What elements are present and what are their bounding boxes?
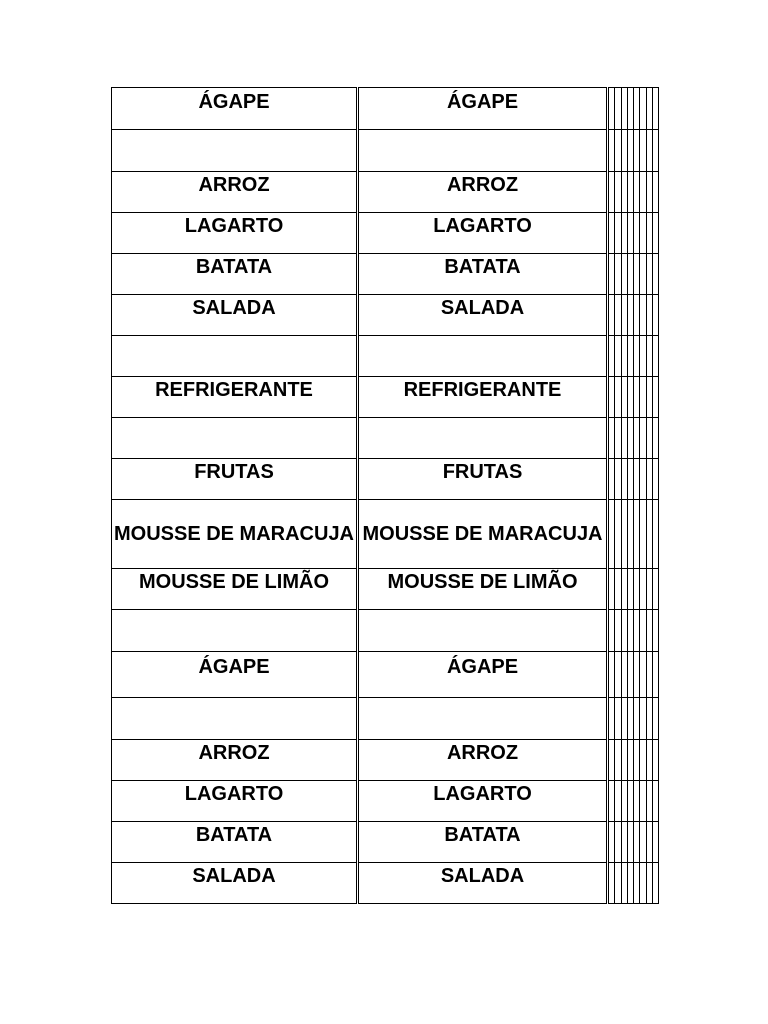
menu-table [111, 87, 659, 904]
ruled-margin-cell [608, 780, 659, 821]
menu-item-text: LAGARTO [433, 782, 532, 805]
ruled-margin-cell [608, 609, 659, 651]
ruled-lines [609, 130, 658, 171]
ruled-lines [609, 610, 658, 651]
menu-cell-left [112, 336, 358, 377]
menu-item-text: MOUSSE DE MARACUJA [362, 523, 603, 545]
menu-item-text: SALADA [440, 297, 525, 320]
menu-item-text: REFRIGERANTE [155, 379, 313, 402]
menu-cell-left [112, 130, 358, 172]
menu-item-text: LAGARTO [184, 215, 284, 238]
menu-item-text: ARROZ [446, 741, 519, 764]
ruled-lines [609, 213, 658, 253]
menu-row [112, 295, 659, 336]
menu-row [112, 780, 659, 821]
menu-cell-right [358, 295, 608, 336]
menu-item-text: LAGARTO [433, 215, 532, 238]
menu-item-text: MOUSSE DE LIMÃO [138, 570, 329, 593]
menu-cell-right [358, 500, 608, 568]
ruled-margin-cell [608, 862, 659, 903]
menu-item-text: MOUSSE DE MARACUJA [113, 523, 355, 545]
menu-item-text: ARROZ [198, 174, 270, 197]
menu-item-text: ÁGAPE [446, 90, 519, 113]
menu-cell-right [358, 377, 608, 418]
ruled-lines [609, 740, 658, 780]
menu-item-text: LAGARTO [184, 782, 284, 805]
menu-cell-left [112, 780, 358, 821]
menu-cell-right [358, 254, 608, 295]
menu-cell-right [358, 88, 608, 130]
menu-cell-left [112, 172, 358, 213]
menu-cell-right [358, 821, 608, 862]
menu-item-text: FRUTAS [442, 461, 523, 484]
menu-cell-left [112, 651, 358, 697]
menu-item-text: ARROZ [198, 741, 270, 764]
menu-row [112, 418, 659, 459]
ruled-margin-cell [608, 295, 659, 336]
ruled-margin-cell [608, 418, 659, 459]
menu-row [112, 213, 659, 254]
ruled-margin-cell [608, 821, 659, 862]
ruled-margin-cell [608, 697, 659, 739]
ruled-lines [609, 336, 658, 376]
menu-cell-right [358, 213, 608, 254]
menu-body [112, 88, 659, 904]
ruled-lines [609, 377, 658, 417]
ruled-lines [609, 500, 658, 567]
menu-cell-left [112, 862, 358, 903]
menu-row [112, 651, 659, 697]
menu-item-text: REFRIGERANTE [403, 379, 562, 402]
menu-row [112, 500, 659, 568]
ruled-margin-cell [608, 459, 659, 500]
menu-cell-left [112, 295, 358, 336]
ruled-lines [609, 781, 658, 821]
menu-cell-right [358, 418, 608, 459]
ruled-lines [609, 698, 658, 739]
menu-cell-left [112, 254, 358, 295]
menu-cell-right [358, 862, 608, 903]
menu-item-text: BATATA [195, 823, 273, 846]
menu-row [112, 336, 659, 377]
ruled-lines [609, 88, 658, 129]
menu-cell-left [112, 377, 358, 418]
menu-row [112, 254, 659, 295]
ruled-lines [609, 418, 658, 458]
menu-item-text: ÁGAPE [198, 90, 270, 113]
menu-row [112, 739, 659, 780]
menu-row [112, 377, 659, 418]
menu-cell-right [358, 780, 608, 821]
menu-item-text: BATATA [444, 823, 521, 846]
menu-cell-right [358, 336, 608, 377]
ruled-lines [609, 569, 658, 609]
menu-row [112, 88, 659, 130]
menu-cell-left [112, 500, 358, 568]
menu-item-text: SALADA [440, 864, 525, 887]
menu-row [112, 697, 659, 739]
menu-item-text: SALADA [192, 864, 276, 887]
menu-row [112, 609, 659, 651]
menu-row [112, 459, 659, 500]
ruled-margin-cell [608, 88, 659, 130]
menu-cell-right [358, 651, 608, 697]
menu-cell-left [112, 821, 358, 862]
menu-cell-right [358, 697, 608, 739]
ruled-lines [609, 863, 658, 903]
ruled-lines [609, 822, 658, 862]
ruled-margin-cell [608, 568, 659, 609]
ruled-margin-cell [608, 172, 659, 213]
menu-cell-right [358, 459, 608, 500]
menu-cell-left [112, 609, 358, 651]
ruled-margin-cell [608, 651, 659, 697]
ruled-margin-cell [608, 377, 659, 418]
menu-cell-left [112, 88, 358, 130]
ruled-margin-cell [608, 336, 659, 377]
menu-row [112, 821, 659, 862]
menu-cell-left [112, 568, 358, 609]
menu-row [112, 130, 659, 172]
menu-cell-right [358, 609, 608, 651]
ruled-margin-cell [608, 739, 659, 780]
ruled-lines [609, 254, 658, 294]
menu-cell-right [358, 568, 608, 609]
menu-cell-left [112, 697, 358, 739]
ruled-margin-cell [608, 213, 659, 254]
menu-item-text: FRUTAS [194, 461, 274, 484]
menu-row [112, 568, 659, 609]
menu-row [112, 172, 659, 213]
ruled-lines [609, 652, 658, 697]
ruled-margin-cell [608, 130, 659, 172]
menu-item-text: ÁGAPE [446, 656, 519, 679]
ruled-lines [609, 172, 658, 212]
menu-item-text: MOUSSE DE LIMÃO [387, 570, 578, 593]
menu-item-text: ÁGAPE [198, 656, 270, 679]
ruled-lines [609, 459, 658, 499]
menu-item-text: SALADA [192, 297, 276, 320]
menu-cell-left [112, 739, 358, 780]
menu-cell-left [112, 459, 358, 500]
ruled-margin-cell [608, 500, 659, 568]
menu-cell-right [358, 130, 608, 172]
menu-item-text: BATATA [444, 256, 521, 279]
ruled-margin-cell [608, 254, 659, 295]
menu-cell-right [358, 172, 608, 213]
ruled-lines [609, 295, 658, 335]
menu-item-text: ARROZ [446, 174, 519, 197]
menu-cell-left [112, 418, 358, 459]
menu-cell-right [358, 739, 608, 780]
menu-cell-left [112, 213, 358, 254]
menu-item-text: BATATA [195, 256, 273, 279]
menu-row [112, 862, 659, 903]
